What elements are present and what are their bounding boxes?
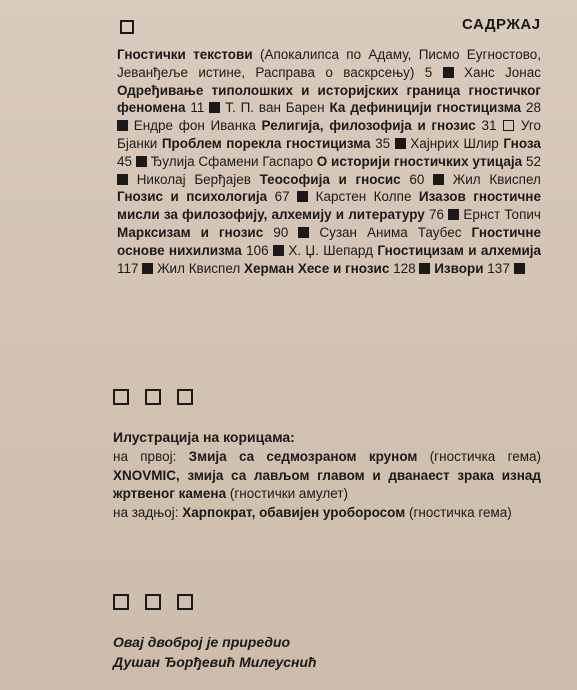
- toc-work: Ка дефиницији гностицизма: [329, 100, 522, 116]
- filled-square-icon: [433, 174, 444, 185]
- filled-square-icon: [117, 174, 128, 185]
- square-icon: [120, 20, 134, 34]
- back-note: (гностичка гема): [408, 504, 512, 520]
- toc-author: Карстен Колпе: [315, 189, 412, 205]
- filled-square-icon: [448, 209, 459, 220]
- filled-square-icon: [419, 263, 430, 274]
- toc-work: Религија, филозофија и гнозис: [261, 118, 476, 134]
- toc-work: Гнозис и психологија: [117, 189, 268, 205]
- toc-work: Проблем порекла гностицизма: [161, 135, 371, 151]
- back-prefix: на задњој:: [113, 504, 179, 520]
- filled-square-icon: [117, 120, 128, 131]
- toc-page: 106: [246, 242, 269, 258]
- toc-work: Извори: [434, 260, 484, 276]
- toc-page: 28: [525, 100, 541, 116]
- toc-entry: [137, 172, 425, 187]
- toc-work: Одређивање типолошких и историјских граница гностичког феномена: [117, 82, 541, 116]
- toc-page: 35: [375, 135, 391, 151]
- toc-work: Изазов гностичне мисли за филозофију, алхемију и литературу: [117, 189, 541, 223]
- filled-square-icon: [209, 102, 220, 113]
- toc-author: Николај Берђајев: [136, 171, 251, 187]
- filled-square-icon: [443, 67, 454, 78]
- cover-credits: [113, 448, 541, 522]
- toc-page: 137: [487, 260, 510, 276]
- front-note-1: (гностичка гема): [429, 449, 541, 464]
- editor-name: Душан Ђорђевић Милеуснић: [113, 654, 317, 670]
- toc-page: 76: [428, 207, 444, 223]
- toc-author: Ендре фон Иванка: [133, 118, 256, 134]
- toc-author: Уго Бјанки: [117, 118, 541, 151]
- front-title-2: XNOVMIC, змија са лављом главом и дванаест зрака изнад жртвеног камена: [113, 467, 541, 502]
- toc-work: Гностичне основе нихилизма: [117, 224, 541, 258]
- separator-squares: [113, 594, 193, 610]
- toc-page: 117: [117, 260, 139, 276]
- toc-page: 45: [117, 153, 133, 169]
- filled-square-icon: [514, 263, 525, 274]
- toc-author: Ернст Топич: [463, 207, 541, 223]
- square-icon: [113, 594, 129, 610]
- filled-square-icon: [395, 138, 406, 149]
- toc-entry: [434, 261, 510, 276]
- toc-page: 11: [190, 100, 205, 116]
- toc-page: 90: [273, 224, 289, 240]
- toc-work: Марксизам и гнозис: [117, 224, 264, 240]
- toc-work: Гностицизам и алхемија: [377, 242, 541, 258]
- toc-page: 67: [274, 189, 290, 205]
- contents-list: [117, 46, 541, 277]
- back-title: Харпократ, обавијен уроборосом: [182, 504, 406, 520]
- filled-square-icon: [298, 227, 309, 238]
- separator-squares: [113, 389, 193, 405]
- square-icon: [145, 389, 161, 405]
- square-icon: [145, 594, 161, 610]
- toc-page: 60: [409, 171, 425, 187]
- toc-author: Хајнрих Шлир: [410, 135, 499, 151]
- toc-work: Гноза: [503, 135, 541, 151]
- square-icon: [177, 389, 193, 405]
- toc-page: 52: [525, 153, 541, 169]
- cover-heading: Илустрација на корицама:: [113, 429, 295, 445]
- toc-page: 128: [393, 260, 416, 276]
- front-prefix: на првој:: [113, 449, 177, 464]
- toc-author: Т. П. ван Барен: [225, 100, 325, 116]
- toc-author: Жил Квиспел: [452, 171, 541, 187]
- toc-author: Ђулија Сфамени Гаспаро: [150, 153, 313, 169]
- toc-page: 31: [481, 118, 497, 134]
- toc-entry: [157, 261, 416, 276]
- toc-entry: [225, 100, 541, 115]
- page-title: САДРЖАЈ: [462, 16, 541, 33]
- editor-credit: [113, 632, 317, 672]
- toc-author: Жил Квиспел: [157, 260, 241, 276]
- toc-work: Херман Хесе и гнозис: [244, 260, 390, 276]
- filled-square-icon: [273, 245, 284, 256]
- toc-work: Гностички текстови: [117, 47, 253, 62]
- toc-page: 5: [424, 64, 433, 80]
- toc-author: Ханс Јонас: [463, 64, 541, 80]
- toc-detail: (Апокалипса по Адаму, Писмо Еугностово, Јеванђеље истине, Расправа о васкрсењу): [117, 47, 541, 80]
- toc-author: Х. Џ. Шепард: [288, 242, 373, 258]
- square-icon: [503, 120, 514, 131]
- filled-square-icon: [136, 156, 147, 167]
- filled-square-icon: [297, 191, 308, 202]
- editor-line: Овај двоброј је приредио: [113, 634, 291, 650]
- toc-entry: [134, 118, 497, 133]
- square-icon: [177, 594, 193, 610]
- toc-entry: [151, 154, 541, 169]
- front-title-1: Змија са седмозраном круном: [188, 449, 418, 464]
- toc-work: О историји гностичких утицаја: [316, 153, 523, 169]
- filled-square-icon: [142, 263, 153, 274]
- toc-work: Теософија и гносис: [259, 171, 401, 187]
- square-icon: [113, 389, 129, 405]
- toc-author: Сузан Анима Таубес: [319, 224, 462, 240]
- front-note-2: (гностички амулет): [229, 486, 348, 502]
